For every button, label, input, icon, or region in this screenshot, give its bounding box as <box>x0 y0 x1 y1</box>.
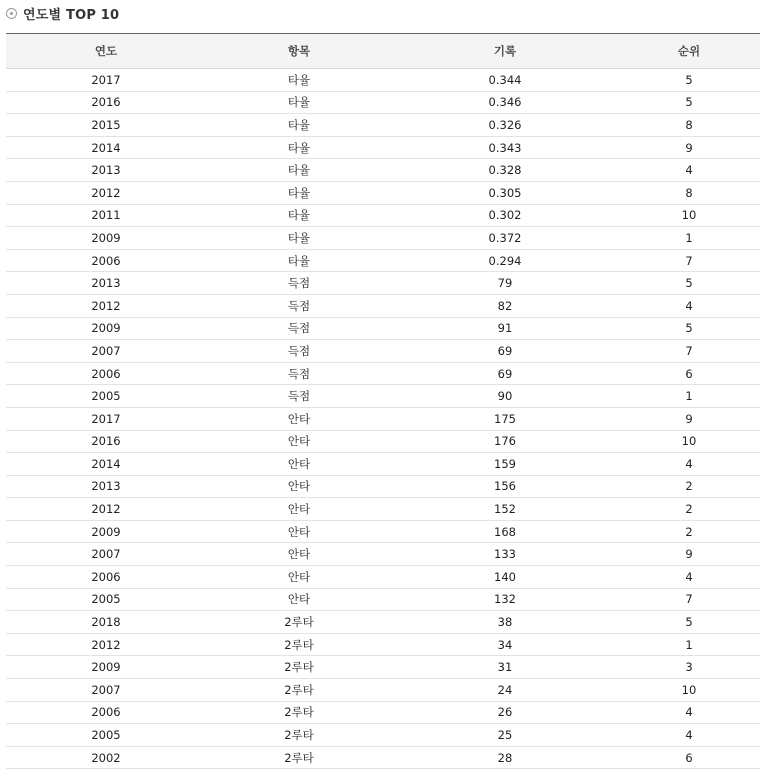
cell-category: 안타 <box>206 520 392 543</box>
cell-year: 2002 <box>6 746 206 769</box>
table-row <box>6 724 760 747</box>
cell-rank: 3 <box>618 656 760 679</box>
table-row <box>6 543 760 566</box>
yearly-top10-table-container <box>6 33 760 769</box>
table-row <box>6 272 760 295</box>
cell-category: 득점 <box>206 362 392 385</box>
table-row <box>6 91 760 114</box>
cell-rank: 9 <box>618 136 760 159</box>
cell-year: 2007 <box>6 679 206 702</box>
cell-rank: 8 <box>618 114 760 137</box>
table-row <box>6 385 760 408</box>
cell-year: 2012 <box>6 294 206 317</box>
section-header <box>6 3 119 23</box>
cell-rank: 2 <box>618 498 760 521</box>
cell-year: 2009 <box>6 656 206 679</box>
table-row <box>6 566 760 589</box>
table-row <box>6 362 760 385</box>
table-row <box>6 656 760 679</box>
cell-rank: 1 <box>618 385 760 408</box>
cell-rank: 2 <box>618 520 760 543</box>
table-row <box>6 136 760 159</box>
cell-record: 133 <box>392 543 618 566</box>
cell-category: 타율 <box>206 227 392 250</box>
cell-record: 140 <box>392 566 618 589</box>
cell-rank: 5 <box>618 91 760 114</box>
cell-category: 득점 <box>206 294 392 317</box>
cell-year: 2013 <box>6 272 206 295</box>
cell-rank: 9 <box>618 407 760 430</box>
cell-rank: 7 <box>618 249 760 272</box>
cell-year: 2017 <box>6 69 206 92</box>
cell-rank: 5 <box>618 272 760 295</box>
cell-category: 안타 <box>206 453 392 476</box>
cell-record: 82 <box>392 294 618 317</box>
cell-category: 2루타 <box>206 679 392 702</box>
table-row <box>6 69 760 92</box>
cell-record: 38 <box>392 611 618 634</box>
cell-record: 31 <box>392 656 618 679</box>
cell-year: 2015 <box>6 114 206 137</box>
cell-record: 28 <box>392 746 618 769</box>
table-row <box>6 746 760 769</box>
cell-year: 2018 <box>6 611 206 634</box>
cell-category: 타율 <box>206 91 392 114</box>
cell-category: 2루타 <box>206 611 392 634</box>
cell-rank: 4 <box>618 566 760 589</box>
cell-rank: 6 <box>618 746 760 769</box>
cell-year: 2012 <box>6 633 206 656</box>
cell-category: 타율 <box>206 114 392 137</box>
cell-category: 안타 <box>206 430 392 453</box>
cell-category: 안타 <box>206 566 392 589</box>
table-row <box>6 317 760 340</box>
cell-record: 152 <box>392 498 618 521</box>
cell-record: 0.372 <box>392 227 618 250</box>
cell-record: 0.343 <box>392 136 618 159</box>
cell-year: 2005 <box>6 724 206 747</box>
cell-record: 0.346 <box>392 91 618 114</box>
cell-rank: 5 <box>618 317 760 340</box>
cell-category: 2루타 <box>206 701 392 724</box>
cell-year: 2006 <box>6 701 206 724</box>
table-row <box>6 701 760 724</box>
table-row <box>6 294 760 317</box>
table-row <box>6 475 760 498</box>
cell-year: 2007 <box>6 543 206 566</box>
cell-category: 득점 <box>206 272 392 295</box>
cell-year: 2016 <box>6 91 206 114</box>
cell-rank: 4 <box>618 724 760 747</box>
yearly-top10-table <box>6 34 760 769</box>
table-row <box>6 204 760 227</box>
table-body <box>6 69 760 769</box>
cell-rank: 1 <box>618 227 760 250</box>
cell-record: 90 <box>392 385 618 408</box>
table-row <box>6 249 760 272</box>
cell-record: 168 <box>392 520 618 543</box>
cell-category: 2루타 <box>206 746 392 769</box>
cell-record: 156 <box>392 475 618 498</box>
cell-rank: 4 <box>618 294 760 317</box>
cell-rank: 4 <box>618 453 760 476</box>
cell-rank: 10 <box>618 679 760 702</box>
cell-rank: 4 <box>618 159 760 182</box>
table-row <box>6 520 760 543</box>
cell-year: 2007 <box>6 340 206 363</box>
cell-year: 2006 <box>6 566 206 589</box>
cell-category: 2루타 <box>206 633 392 656</box>
column-header-year: 연도 <box>6 34 206 69</box>
table-row <box>6 227 760 250</box>
cell-category: 2루타 <box>206 656 392 679</box>
column-header-rank: 순위 <box>618 34 760 69</box>
cell-year: 2005 <box>6 588 206 611</box>
cell-category: 득점 <box>206 340 392 363</box>
table-row <box>6 407 760 430</box>
cell-rank: 6 <box>618 362 760 385</box>
cell-rank: 5 <box>618 69 760 92</box>
table-row <box>6 453 760 476</box>
cell-category: 안타 <box>206 543 392 566</box>
table-header-row <box>6 34 760 69</box>
cell-year: 2012 <box>6 498 206 521</box>
cell-category: 득점 <box>206 317 392 340</box>
cell-year: 2017 <box>6 407 206 430</box>
cell-rank: 1 <box>618 633 760 656</box>
cell-record: 0.302 <box>392 204 618 227</box>
cell-rank: 10 <box>618 430 760 453</box>
cell-record: 79 <box>392 272 618 295</box>
cell-record: 69 <box>392 362 618 385</box>
cell-rank: 5 <box>618 611 760 634</box>
cell-record: 69 <box>392 340 618 363</box>
cell-rank: 8 <box>618 181 760 204</box>
cell-rank: 2 <box>618 475 760 498</box>
table-row <box>6 679 760 702</box>
cell-record: 0.305 <box>392 181 618 204</box>
table-row <box>6 588 760 611</box>
table-row <box>6 114 760 137</box>
cell-rank: 9 <box>618 543 760 566</box>
cell-category: 타율 <box>206 204 392 227</box>
column-header-record: 기록 <box>392 34 618 69</box>
cell-year: 2006 <box>6 249 206 272</box>
cell-category: 타율 <box>206 69 392 92</box>
table-row <box>6 340 760 363</box>
table-row <box>6 611 760 634</box>
cell-category: 득점 <box>206 385 392 408</box>
cell-category: 안타 <box>206 407 392 430</box>
cell-category: 안타 <box>206 588 392 611</box>
cell-record: 0.294 <box>392 249 618 272</box>
cell-record: 175 <box>392 407 618 430</box>
cell-record: 176 <box>392 430 618 453</box>
table-row <box>6 159 760 182</box>
cell-year: 2013 <box>6 159 206 182</box>
cell-record: 25 <box>392 724 618 747</box>
bullet-circle-icon <box>6 8 17 19</box>
cell-category: 타율 <box>206 159 392 182</box>
cell-year: 2005 <box>6 385 206 408</box>
cell-record: 0.326 <box>392 114 618 137</box>
cell-year: 2014 <box>6 453 206 476</box>
cell-year: 2016 <box>6 430 206 453</box>
cell-record: 24 <box>392 679 618 702</box>
cell-category: 2루타 <box>206 724 392 747</box>
cell-rank: 10 <box>618 204 760 227</box>
cell-category: 안타 <box>206 498 392 521</box>
cell-year: 2014 <box>6 136 206 159</box>
cell-record: 159 <box>392 453 618 476</box>
table-row <box>6 181 760 204</box>
cell-rank: 7 <box>618 340 760 363</box>
table-row <box>6 633 760 656</box>
cell-record: 0.328 <box>392 159 618 182</box>
cell-year: 2009 <box>6 317 206 340</box>
cell-record: 132 <box>392 588 618 611</box>
cell-category: 타율 <box>206 181 392 204</box>
cell-record: 26 <box>392 701 618 724</box>
cell-year: 2009 <box>6 227 206 250</box>
cell-rank: 7 <box>618 588 760 611</box>
cell-year: 2012 <box>6 181 206 204</box>
cell-category: 타율 <box>206 136 392 159</box>
cell-year: 2011 <box>6 204 206 227</box>
column-header-category: 항목 <box>206 34 392 69</box>
cell-year: 2006 <box>6 362 206 385</box>
cell-record: 91 <box>392 317 618 340</box>
cell-year: 2009 <box>6 520 206 543</box>
cell-record: 34 <box>392 633 618 656</box>
cell-category: 타율 <box>206 249 392 272</box>
cell-category: 안타 <box>206 475 392 498</box>
table-row <box>6 430 760 453</box>
section-title: 연도별 TOP 10 <box>23 7 120 23</box>
cell-rank: 4 <box>618 701 760 724</box>
table-row <box>6 498 760 521</box>
cell-year: 2013 <box>6 475 206 498</box>
cell-record: 0.344 <box>392 69 618 92</box>
